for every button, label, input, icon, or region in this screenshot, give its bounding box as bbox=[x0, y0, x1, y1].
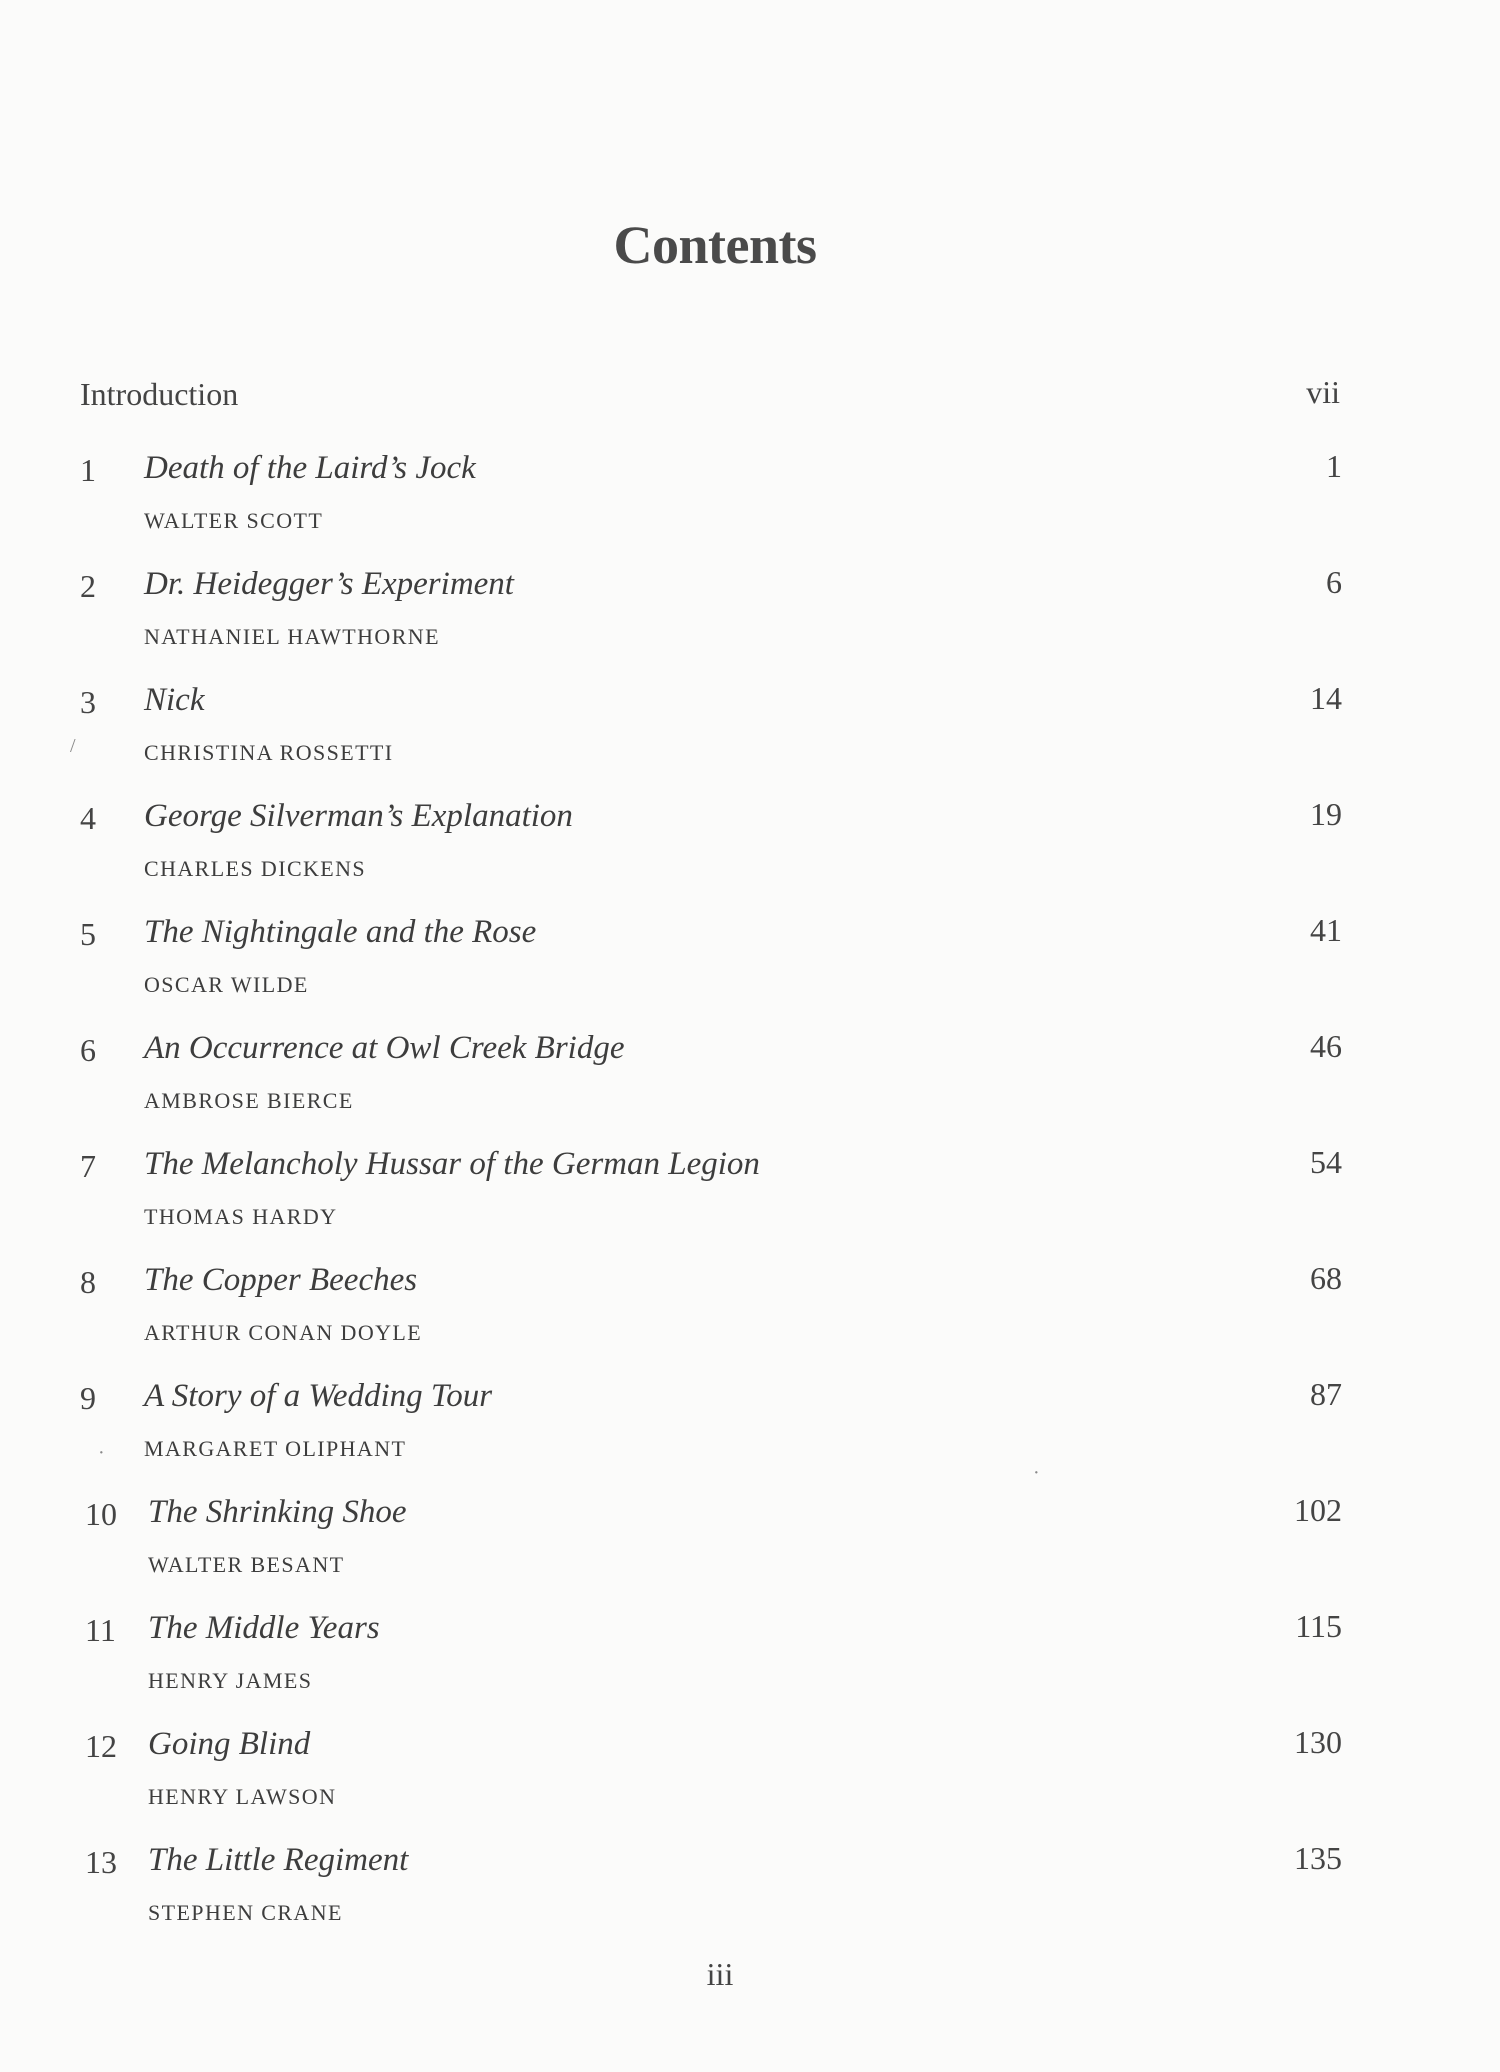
folio-page-number: iii bbox=[706, 1956, 734, 1992]
entry-author: MARGARET OLIPHANT bbox=[144, 1436, 407, 1461]
entry-page-number: 115 bbox=[1295, 1608, 1342, 1644]
entry-author: OSCAR WILDE bbox=[144, 972, 309, 997]
entry-author: AMBROSE BIERCE bbox=[144, 1088, 354, 1113]
introduction-entry bbox=[80, 376, 1340, 426]
entry-number: 3 bbox=[80, 684, 96, 720]
contents-entry bbox=[80, 1376, 1342, 1492]
contents-entry bbox=[80, 1492, 1342, 1608]
entry-page-number: 46 bbox=[1310, 1028, 1342, 1064]
introduction-label: Introduction bbox=[80, 376, 239, 412]
entry-title: Going Blind bbox=[148, 1726, 311, 1762]
entry-number: 8 bbox=[80, 1264, 96, 1300]
entry-page-number: 6 bbox=[1326, 564, 1342, 600]
entry-page-number: 1 bbox=[1326, 448, 1342, 484]
entry-number: 13 bbox=[85, 1844, 117, 1880]
entry-author: NATHANIEL HAWTHORNE bbox=[144, 624, 440, 649]
scan-mark: · bbox=[98, 1442, 105, 1464]
scan-mark: · bbox=[1033, 1462, 1040, 1484]
entry-title: The Shrinking Shoe bbox=[148, 1494, 407, 1530]
entry-page-number: 87 bbox=[1310, 1376, 1342, 1412]
entry-title: The Melancholy Hussar of the German Legion bbox=[144, 1146, 760, 1182]
entry-title: The Nightingale and the Rose bbox=[144, 914, 537, 950]
scan-mark: / bbox=[70, 735, 76, 757]
entry-number: 5 bbox=[80, 916, 96, 952]
entry-page-number: 135 bbox=[1294, 1840, 1342, 1876]
entry-number: 12 bbox=[85, 1728, 117, 1764]
contents-entry bbox=[80, 564, 1342, 680]
entry-page-number: 130 bbox=[1294, 1724, 1342, 1760]
entry-page-number: 19 bbox=[1310, 796, 1342, 832]
contents-entry bbox=[80, 1260, 1342, 1376]
entry-page-number: 54 bbox=[1310, 1144, 1342, 1180]
entry-title: The Middle Years bbox=[148, 1610, 380, 1646]
entry-number: 6 bbox=[80, 1032, 96, 1068]
entry-number: 10 bbox=[85, 1496, 117, 1532]
entry-number: 2 bbox=[80, 568, 96, 604]
contents-entry bbox=[80, 448, 1342, 564]
entry-author: WALTER SCOTT bbox=[144, 508, 324, 533]
entry-title: The Copper Beeches bbox=[144, 1262, 418, 1298]
entry-title: Dr. Heidegger’s Experiment bbox=[144, 566, 514, 602]
entry-page-number: 68 bbox=[1310, 1260, 1342, 1296]
contents-list bbox=[80, 448, 1342, 1956]
entry-title: An Occurrence at Owl Creek Bridge bbox=[144, 1030, 625, 1066]
entry-title: George Silverman’s Explanation bbox=[144, 798, 573, 834]
entry-author: HENRY JAMES bbox=[148, 1668, 313, 1693]
contents-entry bbox=[80, 1608, 1342, 1724]
entry-number: 9 bbox=[80, 1380, 96, 1416]
contents-entry bbox=[80, 796, 1342, 912]
contents-entry bbox=[80, 680, 1342, 796]
contents-entry bbox=[80, 1028, 1342, 1144]
entry-number: 1 bbox=[80, 452, 96, 488]
entry-author: WALTER BESANT bbox=[148, 1552, 345, 1577]
entry-author: THOMAS HARDY bbox=[144, 1204, 338, 1229]
introduction-page-number: vii bbox=[1306, 374, 1340, 410]
entry-author: HENRY LAWSON bbox=[148, 1784, 337, 1809]
contents-entry bbox=[80, 1144, 1342, 1260]
entry-number: 4 bbox=[80, 800, 96, 836]
entry-author: ARTHUR CONAN DOYLE bbox=[144, 1320, 423, 1345]
entry-title: Death of the Laird’s Jock bbox=[144, 450, 476, 486]
entry-title: A Story of a Wedding Tour bbox=[144, 1378, 493, 1414]
entry-title: The Little Regiment bbox=[148, 1842, 409, 1878]
entry-author: CHRISTINA ROSSETTI bbox=[144, 740, 394, 765]
contents-entry bbox=[80, 912, 1342, 1028]
page-title: Contents bbox=[613, 215, 817, 275]
entry-number: 11 bbox=[85, 1612, 116, 1648]
entry-author: STEPHEN CRANE bbox=[148, 1900, 343, 1925]
entry-page-number: 14 bbox=[1310, 680, 1342, 716]
entry-number: 7 bbox=[80, 1148, 96, 1184]
entry-title: Nick bbox=[144, 682, 205, 718]
contents-entry bbox=[80, 1724, 1342, 1840]
entry-page-number: 102 bbox=[1294, 1492, 1342, 1528]
entry-author: CHARLES DICKENS bbox=[144, 856, 367, 881]
entry-page-number: 41 bbox=[1310, 912, 1342, 948]
contents-entry bbox=[80, 1840, 1342, 1956]
